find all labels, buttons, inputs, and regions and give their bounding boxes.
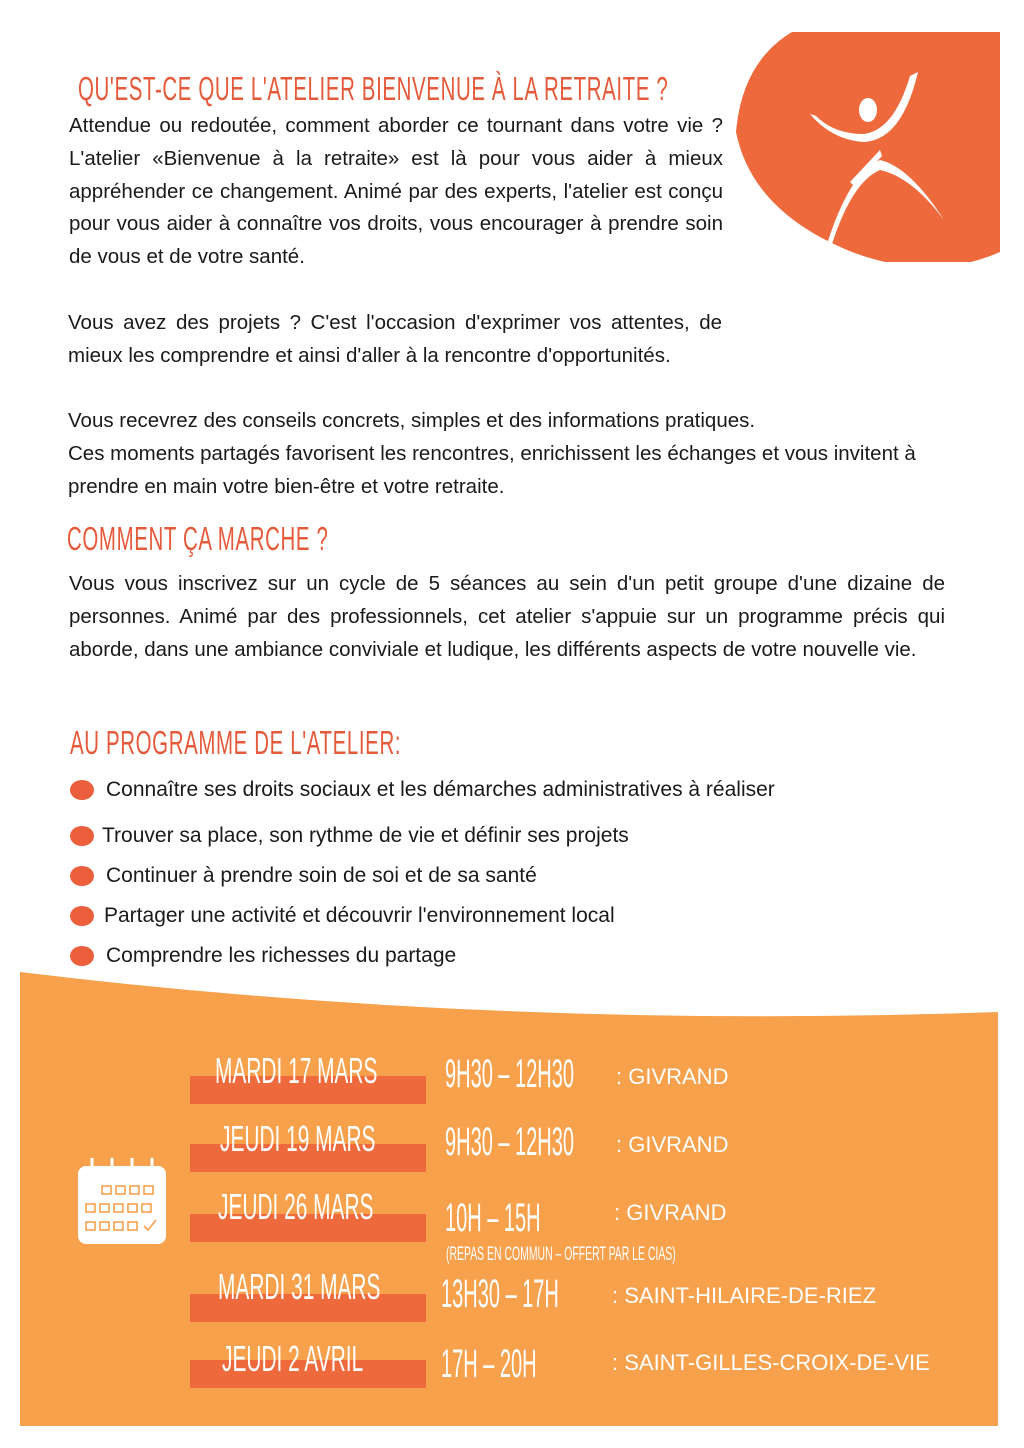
- session-date: JEUDI 2 AVRIL: [222, 1338, 364, 1379]
- program-item: [70, 864, 537, 888]
- session-time: 9H30 – 12H30: [445, 1120, 574, 1164]
- schedule-row: [0, 1118, 1024, 1178]
- section-title-what: QU'EST-CE QUE L'ATELIER BIENVENUE À LA RETRAITE ?: [78, 70, 669, 107]
- program-item-text: Connaître ses droits sociaux et les démarches administratives à réaliser: [106, 778, 775, 801]
- projects-paragraph: Vous avez des projets ? C'est l'occasion d'exprimer vos attentes, de mieux les comprendre et ainsi d'aller à la rencontre d'opportunités.: [68, 311, 722, 367]
- session-date: MARDI 31 MARS: [218, 1266, 381, 1307]
- program-item: [70, 824, 629, 848]
- session-date: JEUDI 26 MARS: [218, 1186, 374, 1227]
- schedule-row: [0, 1186, 1024, 1265]
- bullet-icon: [70, 866, 94, 886]
- program-item-text: Trouver sa place, son rythme de vie et définir ses projets: [102, 824, 629, 847]
- advice-paragraph: Vous recevrez des conseils concrets, simples et des informations pratiques.: [68, 409, 756, 432]
- program-item-text: Partager une activité et découvrir l'environnement local: [104, 904, 615, 927]
- program-item: [70, 904, 615, 928]
- session-place: : GIVRAND: [614, 1200, 727, 1225]
- program-item-text: Comprendre les richesses du partage: [106, 944, 457, 967]
- session-place: : SAINT-GILLES-CROIX-DE-VIE: [612, 1350, 930, 1375]
- session-date: JEUDI 19 MARS: [220, 1118, 376, 1159]
- program-item-text: Continuer à prendre soin de soi et de sa santé: [106, 864, 537, 887]
- bullet-icon: [70, 826, 94, 846]
- schedule-row: [0, 1050, 1024, 1110]
- schedule-row: [0, 1338, 1024, 1398]
- session-time: 9H30 – 12H30: [445, 1052, 574, 1096]
- moments-paragraph: Ces moments partagés favorisent les rencontres, enrichissent les échanges et vous invitent à prendre en main votre bien-être et votre retraite.: [68, 442, 916, 498]
- how-paragraph: Vous vous inscrivez sur un cycle de 5 séances au sein d'un petit groupe d'une dizaine de personnes. Animé par des professionnels, cet atelier s'appuie sur un programme précis qui aborde, dans une ambiance conviviale et ludique, les différents aspects de votre nouvelle vie.: [69, 572, 945, 661]
- session-date: MARDI 17 MARS: [215, 1050, 378, 1091]
- session-time: 13H30 – 17H: [441, 1272, 559, 1316]
- session-time: 10H – 15H: [445, 1196, 541, 1240]
- bullet-icon: [70, 780, 94, 800]
- session-time: 17H – 20H: [441, 1342, 537, 1386]
- intro-paragraph: Attendue ou redoutée, comment aborder ce tournant dans votre vie ? L'atelier «Bienvenue à la retraite» est là pour vous aider à mieux appréhender ce changement. Animé par des experts, l'atelier est conçu pour vous aider à connaître vos droits, vous encourager à prendre soin de vous et de votre santé.: [69, 114, 723, 269]
- bullet-icon: [70, 906, 94, 926]
- section-title-program: AU PROGRAMME DE L'ATELIER:: [70, 724, 402, 761]
- session-place: : GIVRAND: [616, 1064, 729, 1089]
- logo-person-icon: [732, 32, 1002, 262]
- section-title-how: COMMENT ÇA MARCHE ?: [67, 520, 329, 557]
- session-place: : SAINT-HILAIRE-DE-RIEZ: [612, 1283, 877, 1308]
- session-place: : GIVRAND: [616, 1132, 729, 1157]
- schedule-row: [0, 1266, 1024, 1326]
- session-note: (REPAS EN COMMUN – OFFERT PAR LE CIAS): [446, 1244, 676, 1265]
- program-item: [70, 778, 775, 802]
